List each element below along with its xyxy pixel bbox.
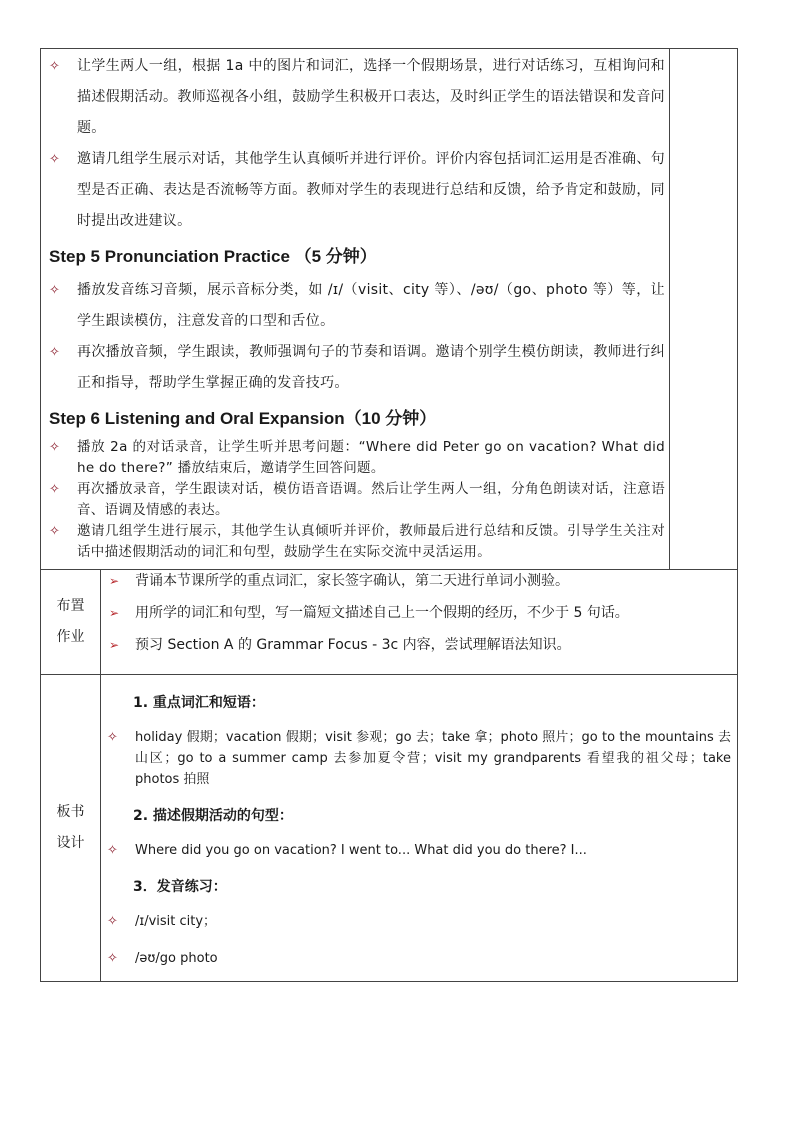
board-label — [41, 675, 101, 982]
board-heading-1: 1. 重点词汇和短语： — [133, 695, 265, 711]
diamond-bullet-icon: ✧ — [49, 345, 61, 360]
phonetic-text: /ɪ/visit city； — [135, 914, 217, 929]
diamond-bullet-icon: ✧ — [49, 283, 61, 298]
step6-item-1: 播放 2a 的对话录音，让学生听并思考问题：“Where did Peter go on vacation? What did he do there?” 播放结束后，邀请学生回答问题。 — [77, 439, 665, 476]
diamond-bullet-icon: ✧ — [107, 951, 118, 966]
step6-item-2: 再次播放录音，学生跟读对话，模仿语音语调。然后让学生两人一组，分角色朗读对话，注意语音、语调及情感的表达。 — [77, 481, 665, 518]
diamond-bullet-icon: ✧ — [49, 440, 61, 455]
homework-cell — [101, 570, 738, 675]
board-item — [107, 948, 731, 969]
paragraph — [47, 479, 665, 521]
board-heading-3: 3．发音练习： — [133, 879, 227, 895]
arrow-bullet-icon: ➢ — [109, 606, 120, 620]
intro-text-1: 让学生两人一组，根据 1a 中的图片和词汇，选择一个假期场景，进行对话练习，互相询问和描述假期活动。教师巡视各小组，鼓励学生积极开口表达，及时纠正学生的语法错误和发音问题。 — [77, 58, 665, 136]
diamond-bullet-icon: ✧ — [107, 843, 118, 858]
step5-item-2: 再次播放音频，学生跟读，教师强调句子的节奏和语调。邀请个别学生模仿朗读，教师进行纠正和指导，帮助学生掌握正确的发音技巧。 — [77, 344, 665, 391]
board-heading-2: 2. 描述假期活动的句型： — [133, 808, 293, 824]
empty-side-cell — [670, 49, 738, 570]
procedure-cell — [41, 49, 670, 570]
lesson-plan-table — [40, 48, 738, 982]
label-line: 作业 — [56, 629, 85, 645]
board-item — [107, 727, 731, 790]
board-row — [41, 675, 738, 982]
step5-heading: Step 5 Pronunciation Practice （5 分钟） — [49, 247, 377, 266]
homework-text: 用所学的词汇和句型，写一篇短文描述自己上一个假期的经历，不少于 5 句话。 — [135, 605, 629, 621]
diamond-bullet-icon: ✧ — [49, 152, 61, 167]
diamond-bullet-icon: ✧ — [107, 730, 118, 745]
homework-item — [109, 570, 733, 592]
vocab-text: holiday 假期；vacation 假期；visit 参观；go 去；take 拿；photo 照片；go to the mountains 去山区；go to a summer camp 去参加夏令营；visit my grandparents 看望我的祖父母；take photos 拍照 — [135, 730, 731, 787]
paragraph — [47, 51, 665, 144]
step5-item-1: 播放发音练习音频，展示音标分类，如 /ɪ/（visit、city 等）、/əʊ/（go、photo 等）等，让学生跟读模仿，注意发音的口型和舌位。 — [77, 282, 665, 329]
homework-label — [41, 570, 101, 675]
step6-heading: Step 6 Listening and Oral Expansion（10 分钟） — [49, 409, 437, 428]
arrow-bullet-icon: ➢ — [109, 574, 120, 588]
board-item — [107, 840, 731, 861]
paragraph — [47, 337, 665, 399]
board-item — [107, 911, 731, 932]
homework-text: 预习 Section A 的 Grammar Focus - 3c 内容，尝试理解语法知识。 — [135, 637, 571, 653]
sentence-text: Where did you go on vacation? I went to... What did you do there? I... — [135, 843, 587, 858]
homework-row — [41, 570, 738, 675]
step6-item-3: 邀请几组学生进行展示，其他学生认真倾听并评价，教师最后进行总结和反馈。引导学生关注对话中描述假期活动的词汇和句型，鼓励学生在实际交流中灵活运用。 — [77, 523, 665, 560]
label-line: 设计 — [56, 835, 85, 851]
diamond-bullet-icon: ✧ — [49, 59, 61, 74]
label-line: 布置 — [56, 598, 85, 614]
paragraph — [47, 521, 665, 563]
paragraph — [47, 144, 665, 237]
paragraph — [47, 275, 665, 337]
phonetic-text: /əʊ/go photo — [135, 951, 218, 966]
diamond-bullet-icon: ✧ — [49, 482, 61, 497]
homework-item — [109, 634, 733, 656]
paragraph — [47, 437, 665, 479]
diamond-bullet-icon: ✧ — [107, 914, 118, 929]
procedure-row — [41, 49, 738, 570]
label-line: 板书 — [56, 804, 85, 820]
diamond-bullet-icon: ✧ — [49, 524, 61, 539]
board-cell — [101, 675, 738, 982]
homework-item — [109, 602, 733, 624]
intro-text-2: 邀请几组学生展示对话，其他学生认真倾听并进行评价。评价内容包括词汇运用是否准确、句型是否正确、表达是否流畅等方面。教师对学生的表现进行总结和反馈，给予肯定和鼓励，同时提出改进建议。 — [77, 151, 665, 229]
homework-text: 背诵本节课所学的重点词汇，家长签字确认，第二天进行单词小测验。 — [135, 573, 569, 589]
arrow-bullet-icon: ➢ — [109, 638, 120, 652]
